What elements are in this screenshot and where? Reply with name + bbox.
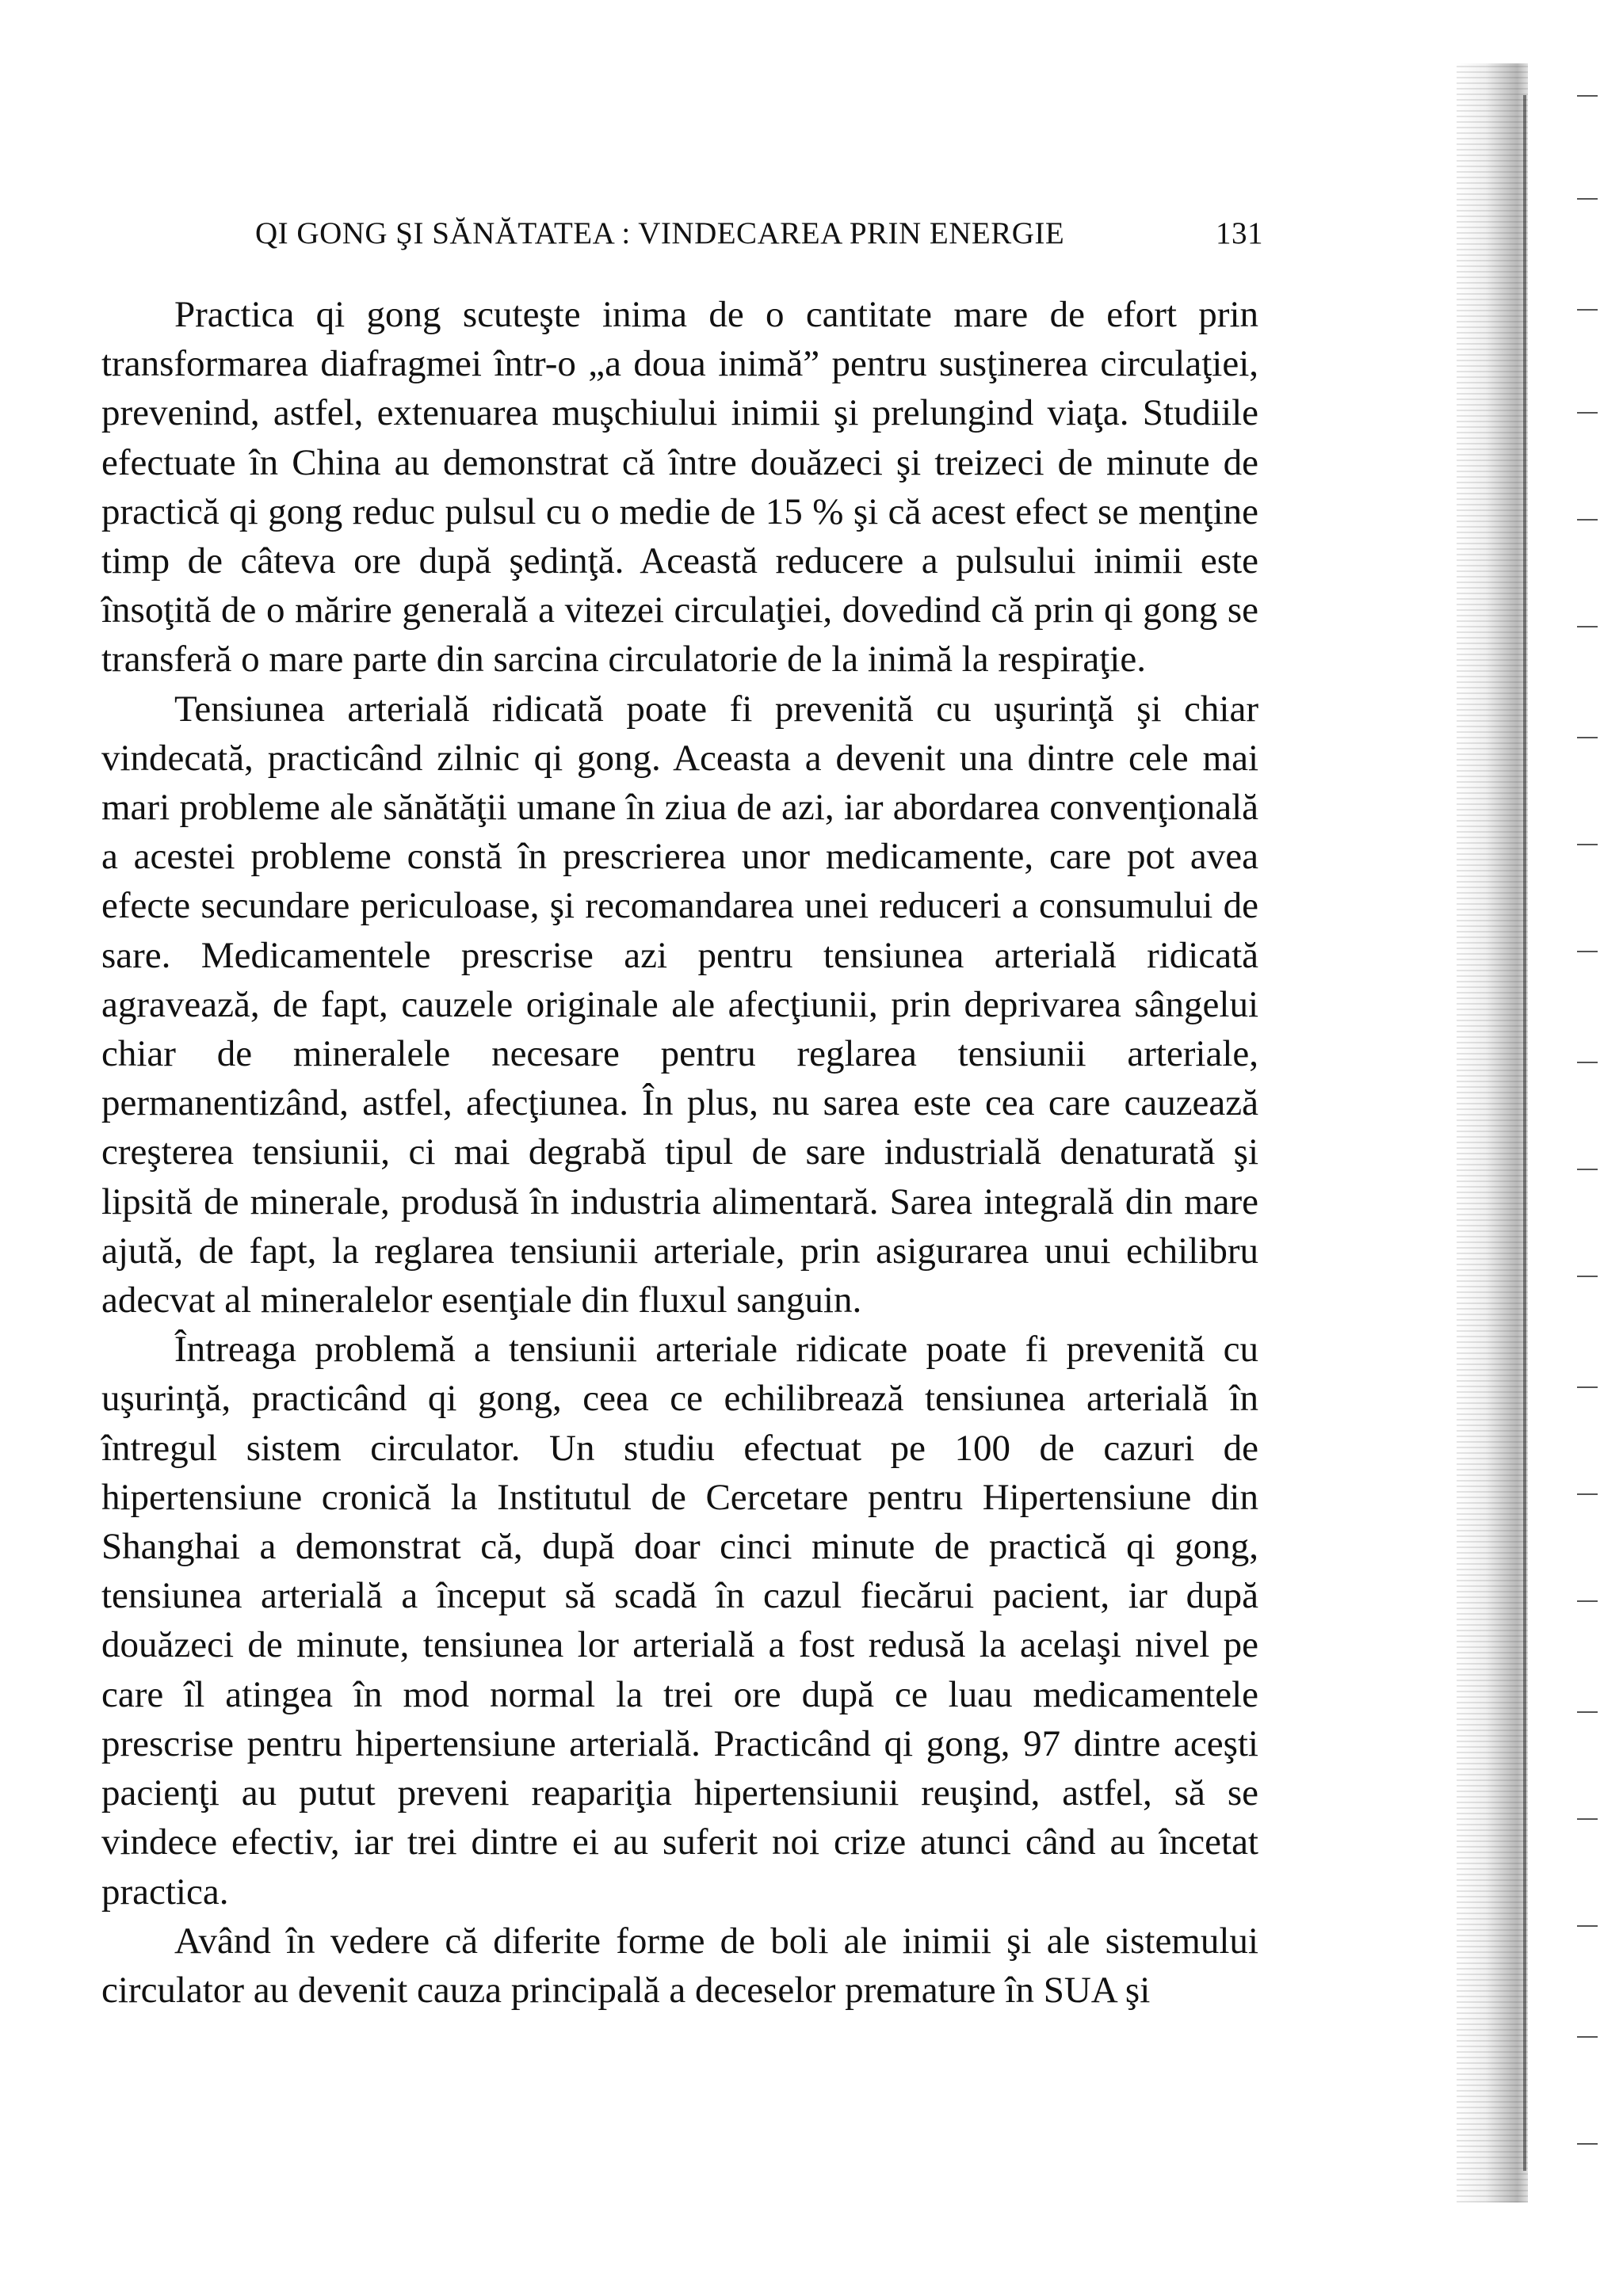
scan-edge-ticks — [1577, 79, 1599, 2218]
scan-shadow-artifact — [1457, 63, 1528, 2203]
scan-binding-line — [1523, 95, 1526, 2171]
paragraph-4: Având în vedere că diferite forme de boli ale inimii şi ale sistemului circulator au devenit cauza principală a deceselor premature în SUA şi — [101, 1920, 1258, 2011]
running-header — [255, 215, 1263, 255]
paragraph-2: Tensiunea arterială ridicată poate fi prevenită cu uşurinţă şi chiar vindecată, practicând zilnic qi gong. Aceasta a devenit una dintre cele mai mari probleme ale sănătăţii umane în ziua de azi, iar abordarea convenţională a acestei probleme constă în prescrierea unor medicamente, care pot avea efecte secundare periculoase, şi recomandarea unei reduceri a consumului de sare. Medicamentele prescrise azi pentru tensiunea arterială ridicată agravează, de fapt, cauzele originale ale afecţiunii, prin deprivarea sângelui chiar de mineralele necesare pentru reglarea tensiunii arteriale, permanentizând, astfel, afecţiunea. În plus, nu sarea este cea care cauzează creşterea tensiunii, ci mai degrabă tipul de sare industrială denaturată şi lipsită de minerale, produsă în industria alimentară. Sarea integrală din mare ajută, de fapt, la reglarea tensiunii arteriale, prin asigurarea unui echilibru adecvat al mineralelor esenţiale din fluxul sanguin. — [101, 688, 1258, 1322]
page-number: 131 — [1216, 216, 1263, 250]
paragraph-3: Întreaga problemă a tensiunii arteriale ridicate poate fi prevenită cu uşurinţă, practicând qi gong, ceea ce echilibrează tensiunea arterială în întregul sistem circulator. Un studiu efectuat pe 100 de cazuri de hipertensiune cronică la Institutul de Cercetare pentru Hipertensiune din Shanghai a demonstrat că, după doar cinci minute de practică qi gong, tensiunea arterială a început să scadă în cazul fiecărui pacient, iar după douăzeci de minute, tensiunea lor arterială a fost redusă la acelaşi nivel pe care îl atingea în mod normal la trei ore după ce luau medicamentele prescrise pentru hipertensiune arterială. Practicând qi gong, 97 dintre aceşti pacienţi au putut preveni reapariţia hipertensiunii reuşind, astfel, să se vindece efectiv, iar trei dintre ei au suferit noi crize atunci când au încetat practica. — [101, 1329, 1258, 1913]
body-text — [101, 290, 1258, 2015]
paragraph-1: Practica qi gong scuteşte inima de o cantitate mare de efort prin transformarea diafragmei într-o „a doua inimă” pentru susţinerea circulaţiei, prevenind, astfel, extenuarea muşchiului inimii şi prelungind viaţa. Studiile efectuate în China au demonstrat că între douăzeci şi treizeci de minute de practică qi gong reduc pulsul cu o medie de 15 % şi că acest efect se menţine timp de câteva ore după şedinţă. Această reducere a pulsului inimii este însoţită de o mărire generală a vitezei circulaţiei, dovedind că prin qi gong se transferă o mare parte din sarcina circulatorie de la inimă la respiraţie. — [101, 294, 1258, 681]
header-title: QI GONG ŞI SĂNĂTATEA : VINDECAREA PRIN ENERGIE — [255, 216, 1065, 250]
